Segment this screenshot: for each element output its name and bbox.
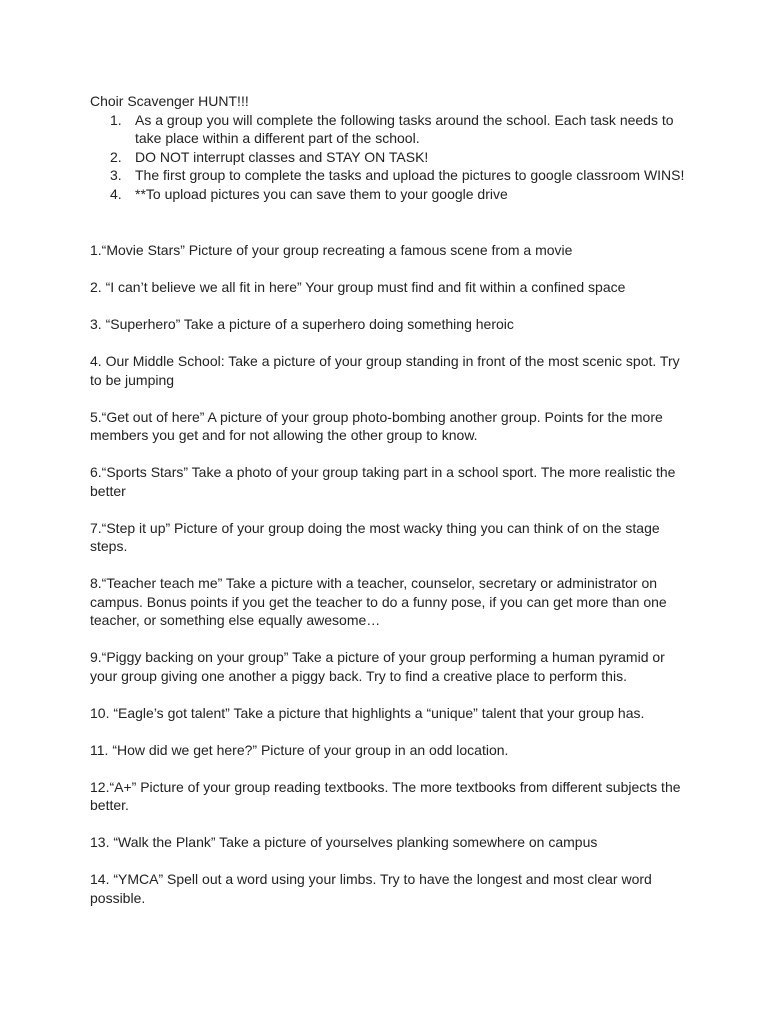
- task-item: 8.“Teacher teach me” Take a picture with a teacher, counselor, secretary or administrator on campus. Bonus points if you get the teacher to do a funny pose, if you can get more than one teacher, or something else equally awesome…: [90, 575, 667, 628]
- task-item: 3. “Superhero” Take a picture of a superhero doing something heroic: [90, 316, 514, 332]
- rule-text: **To upload pictures you can save them to your google drive: [135, 185, 508, 202]
- rules-list: [90, 111, 685, 204]
- rule-text: The first group to complete the tasks and upload the pictures to google classroom WINS!: [135, 167, 685, 183]
- rule-number: 4.: [110, 185, 122, 202]
- task-item: 4. Our Middle School: Take a picture of your group standing in front of the most scenic spot. Try to be jumping: [90, 353, 680, 388]
- rule-item: [90, 185, 685, 204]
- document-page: [90, 92, 685, 926]
- rule-item: [90, 148, 685, 167]
- rule-number: 2.: [110, 148, 122, 165]
- task-item: 12.“A+” Picture of your group reading textbooks. The more textbooks from different subjects the better.: [90, 778, 681, 813]
- task-item: 13. “Walk the Plank” Take a picture of yourselves planking somewhere on campus: [90, 834, 598, 850]
- task-item: 10. “Eagle’s got talent” Take a picture that highlights a “unique” talent that your group has.: [90, 704, 645, 721]
- rule-text: DO NOT interrupt classes and STAY ON TASK!: [135, 148, 429, 165]
- task-item: 7.“Step it up” Picture of your group doing the most wacky thing you can think of on the stage steps.: [90, 519, 660, 554]
- task-item: 9.“Piggy backing on your group” Take a picture of your group performing a human pyramid or your group giving one another a piggy back. Try to find a creative place to perform this.: [90, 649, 665, 684]
- task-item: 5.“Get out of here” A picture of your group photo-bombing another group. Points for the more members you get and for not allowing the other group to know.: [90, 408, 663, 443]
- task-item: 11. “How did we get here?” Picture of your group in an odd location.: [90, 741, 509, 758]
- task-list: [90, 241, 685, 907]
- task-item: 6.“Sports Stars” Take a photo of your group taking part in a school sport. The more realistic the better: [90, 464, 676, 499]
- rule-text: As a group you will complete the following tasks around the school. Each task needs to take place within a different part of the school.: [135, 111, 674, 146]
- rule-number: 3.: [110, 167, 122, 183]
- document-title: Choir Scavenger HUNT!!!: [90, 93, 249, 109]
- task-item: 14. “YMCA” Spell out a word using your limbs. Try to have the longest and most clear word possible.: [90, 871, 652, 906]
- rule-number: 1.: [110, 111, 122, 128]
- task-item: 2. “I can’t believe we all fit in here” Your group must find and fit within a confined space: [90, 279, 626, 295]
- rule-item: [90, 166, 685, 185]
- task-item: 1.“Movie Stars” Picture of your group recreating a famous scene from a movie: [90, 242, 573, 258]
- rule-item: [90, 111, 685, 148]
